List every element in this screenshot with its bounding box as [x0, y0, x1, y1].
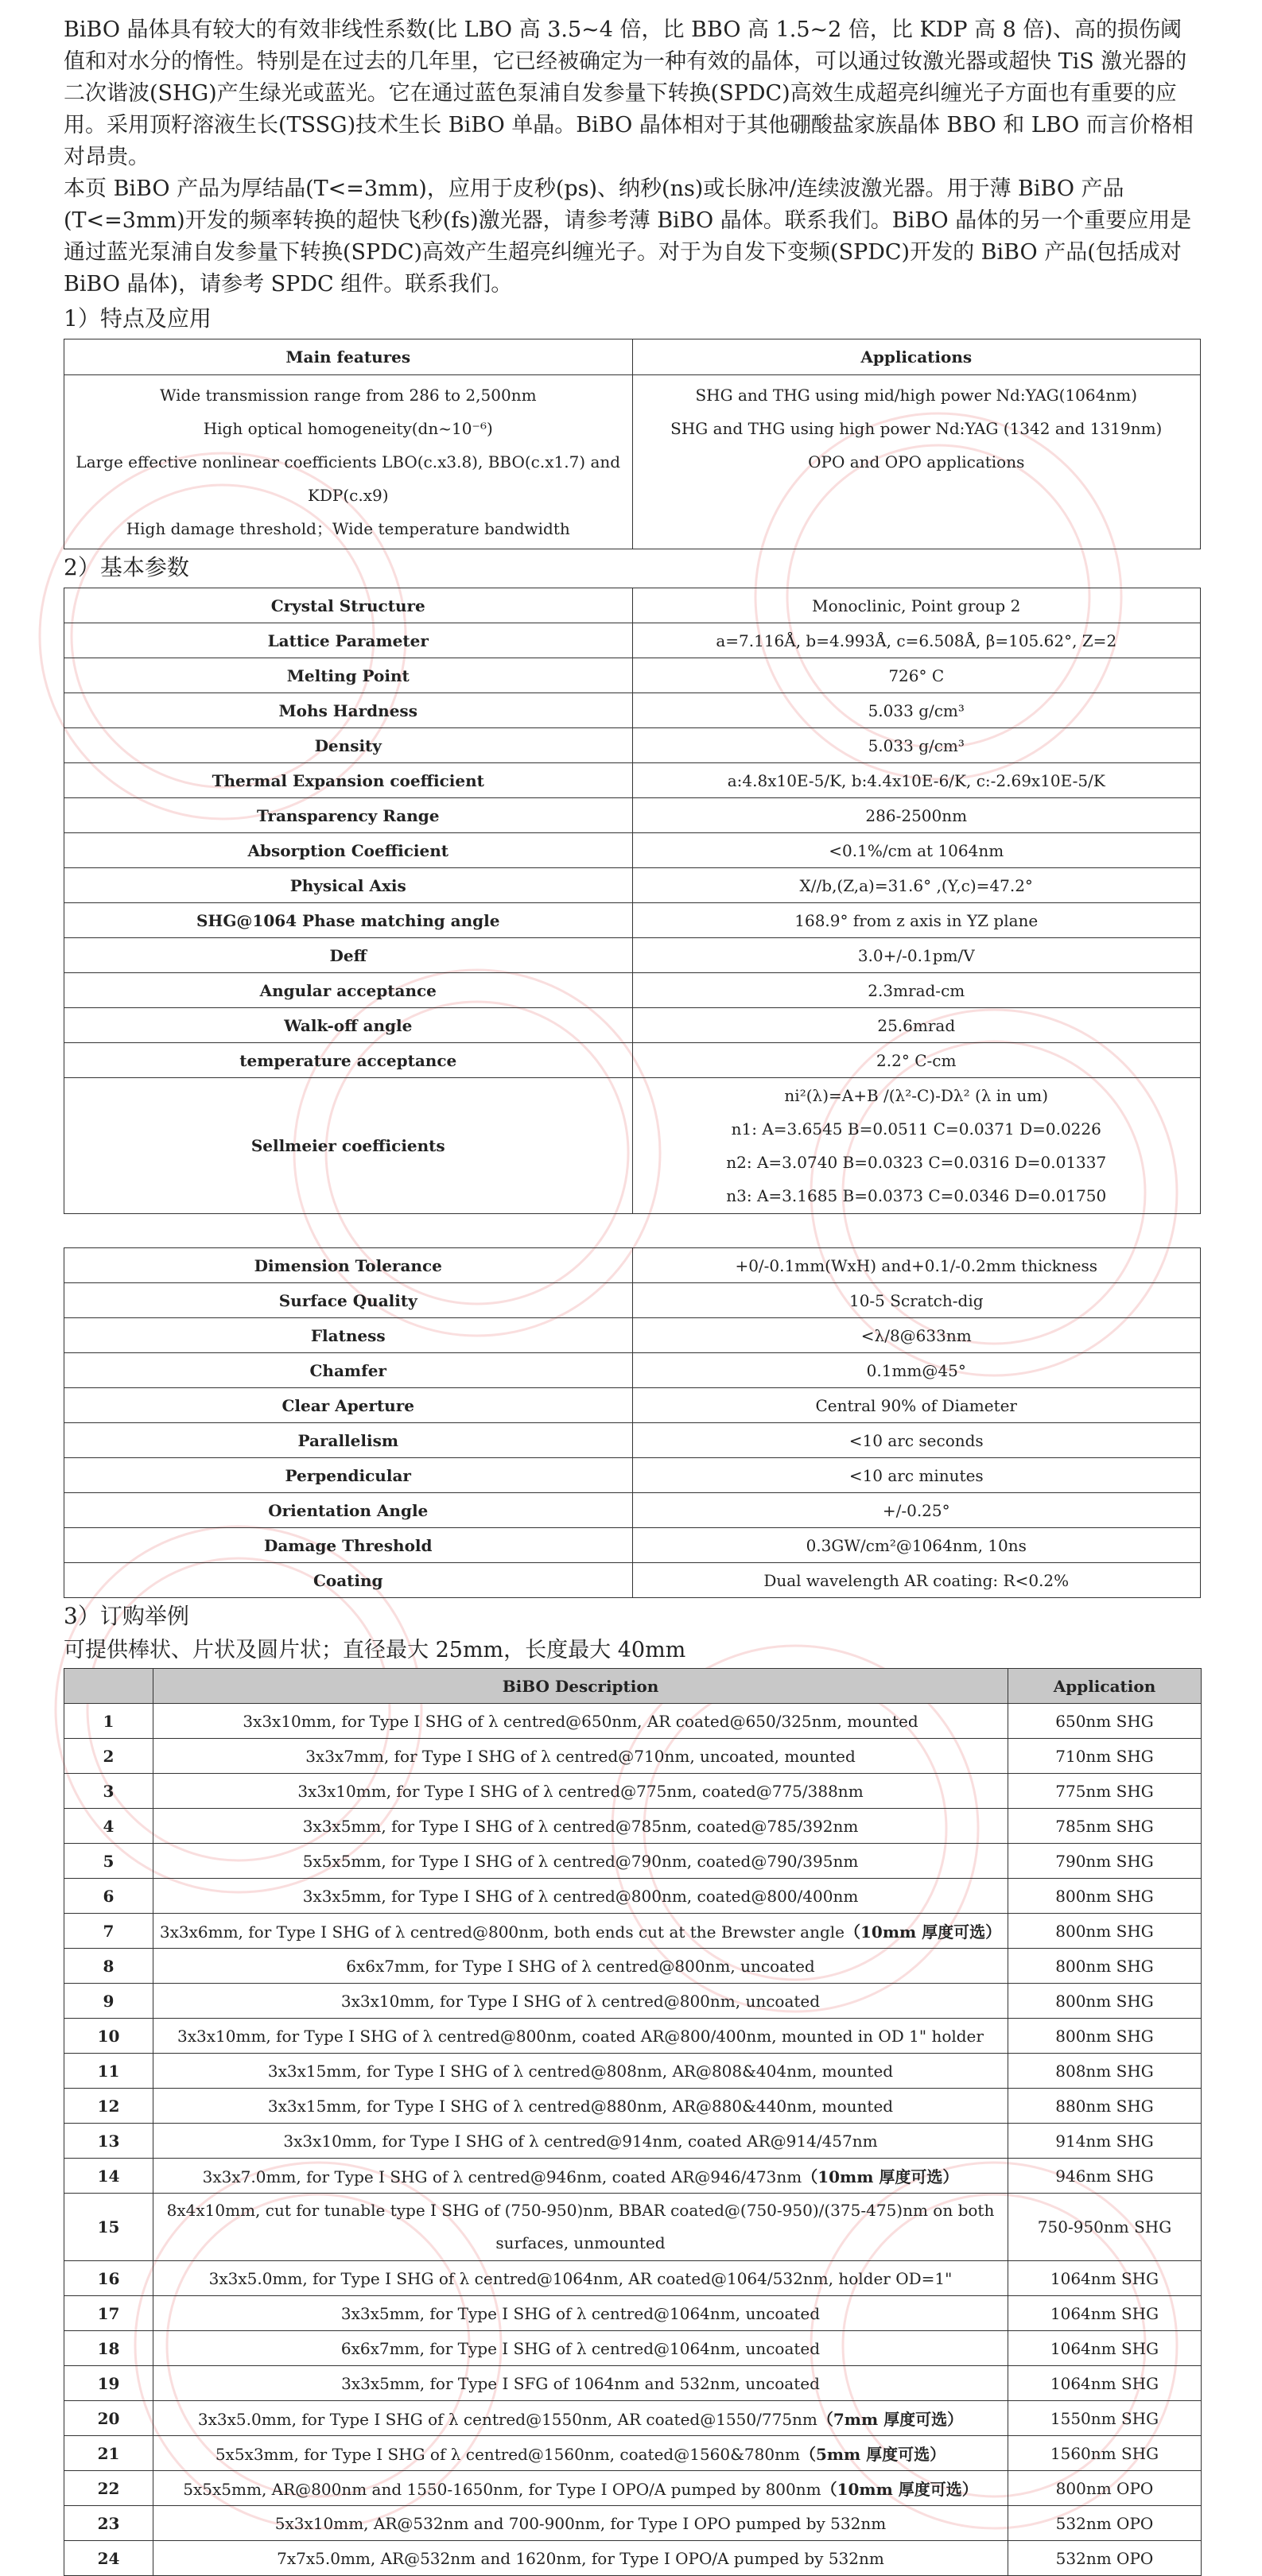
parameter-name: Transparency Range	[64, 798, 633, 833]
spec-value: +0/-0.1mm(WxH) and+0.1/-0.2mm thickness	[632, 1248, 1201, 1283]
spec-value: Dual wavelength AR coating: R<0.2%	[632, 1563, 1201, 1598]
parameter-row	[64, 1078, 1201, 1214]
section-1-heading: 1）特点及应用	[64, 305, 212, 332]
parameter-row	[64, 798, 1201, 833]
order-application: 946nm SHG	[1008, 2159, 1202, 2194]
table-row	[64, 2124, 1202, 2159]
spec-name: Damage Threshold	[64, 1528, 633, 1563]
table-row	[64, 2159, 1202, 2194]
order-application: 800nm SHG	[1008, 1984, 1202, 2019]
order-number: 5	[64, 1844, 153, 1879]
order-number: 17	[64, 2296, 153, 2331]
order-number: 23	[64, 2506, 153, 2541]
order-application: 790nm SHG	[1008, 1844, 1202, 1879]
description-text: 6x6x7mm, for Type I SHG of λ centred@1064nm, uncoated	[340, 2338, 821, 2358]
parameter-row	[64, 658, 1201, 693]
order-description	[153, 2331, 1008, 2366]
order-description	[153, 2471, 1008, 2506]
description-text: 3x3x5.0mm, for Type I SHG of λ centred@1064nm, AR coated@1064/532nm, holder OD=1"	[208, 2268, 953, 2288]
order-description	[153, 2054, 1008, 2089]
order-application: 775nm SHG	[1008, 1774, 1202, 1809]
order-description	[153, 2089, 1008, 2124]
order-application: 1560nm SHG	[1008, 2436, 1202, 2471]
table-row	[64, 2089, 1202, 2124]
order-number: 20	[64, 2401, 153, 2436]
order-application: 650nm SHG	[1008, 1704, 1202, 1739]
parameter-row	[64, 763, 1201, 798]
order-description	[153, 2159, 1008, 2194]
order-number: 16	[64, 2261, 153, 2296]
parameter-value: 726° C	[632, 658, 1201, 693]
order-description	[153, 2261, 1008, 2296]
table-row	[64, 2261, 1202, 2296]
sellmeier-values	[632, 1078, 1201, 1214]
order-number: 12	[64, 2089, 153, 2124]
order-application: 800nm SHG	[1008, 1914, 1202, 1949]
parameter-name: SHG@1064 Phase matching angle	[64, 903, 633, 938]
spec-value: 0.1mm@45°	[632, 1353, 1201, 1388]
order-application: 914nm SHG	[1008, 2124, 1202, 2159]
features-cell	[64, 375, 633, 549]
order-number: 14	[64, 2159, 153, 2194]
table-row	[64, 2366, 1202, 2401]
order-number: 2	[64, 1739, 153, 1774]
spec-row	[64, 1388, 1201, 1423]
parameter-value: 5.033 g/cm³	[632, 728, 1201, 763]
features-table	[64, 339, 1201, 549]
order-description	[153, 1844, 1008, 1879]
spec-value: 0.3GW/cm²@1064nm, 10ns	[632, 1528, 1201, 1563]
parameter-value: 25.6mrad	[632, 1008, 1201, 1043]
thickness-note: （7mm 厚度可选）	[817, 2410, 964, 2429]
sellmeier-line: n1: A=3.6545 B=0.0511 C=0.0371 D=0.0226	[731, 1119, 1101, 1139]
parameter-name: temperature acceptance	[64, 1043, 633, 1078]
applications-header: Applications	[632, 339, 1201, 375]
parameter-value: 3.0+/-0.1pm/V	[632, 938, 1201, 973]
order-table	[64, 1668, 1202, 2576]
description-text: 8x4x10mm, cut for tunable type I SHG of (750-950)nm, BBAR coated@(750-950)/(375-475)nm on both surfaces, unmounted	[166, 2201, 995, 2252]
parameter-name: Crystal Structure	[64, 588, 633, 623]
spec-row	[64, 1283, 1201, 1318]
order-description	[153, 2401, 1008, 2436]
description-text: 3x3x15mm, for Type I SHG of λ centred@880nm, AR@880&440nm, mounted	[267, 2096, 894, 2116]
order-description	[153, 2366, 1008, 2401]
thickness-note: （5mm 厚度可选）	[799, 2445, 946, 2464]
spec-row	[64, 1318, 1201, 1353]
description-text: 3x3x10mm, for Type I SHG of λ centred@800nm, coated AR@800/400nm, mounted in OD 1" holder	[177, 2026, 984, 2046]
application-item: OPO and OPO applications	[808, 452, 1025, 471]
spec-value: Central 90% of Diameter	[632, 1388, 1201, 1423]
feature-item: High optical homogeneity(dn~10⁻⁶)	[203, 419, 493, 438]
parameter-name: Density	[64, 728, 633, 763]
parameter-name: Lattice Parameter	[64, 623, 633, 658]
order-application: 880nm SHG	[1008, 2089, 1202, 2124]
order-application: 532nm OPO	[1008, 2541, 1202, 2576]
description-text: 3x3x5mm, for Type I SFG of 1064nm and 532nm, uncoated	[341, 2373, 820, 2393]
spec-name: Parallelism	[64, 1423, 633, 1458]
order-application: 1064nm SHG	[1008, 2261, 1202, 2296]
order-description	[153, 1704, 1008, 1739]
spec-row	[64, 1493, 1201, 1528]
order-number: 11	[64, 2054, 153, 2089]
order-description	[153, 2019, 1008, 2054]
description-text: 3x3x10mm, for Type I SHG of λ centred@775nm, coated@775/388nm	[297, 1781, 864, 1801]
parameter-name: Thermal Expansion coefficient	[64, 763, 633, 798]
description-text: 3x3x15mm, for Type I SHG of λ centred@808nm, AR@808&404nm, mounted	[267, 2061, 894, 2081]
spec-name: Dimension Tolerance	[64, 1248, 633, 1283]
order-number: 22	[64, 2471, 153, 2506]
spec-name: Orientation Angle	[64, 1493, 633, 1528]
order-number: 7	[64, 1914, 153, 1949]
order-number: 19	[64, 2366, 153, 2401]
description-text: 3x3x5.0mm, for Type I SHG of λ centred@1550nm, AR coated@1550/775nm	[197, 2410, 817, 2429]
spec-row	[64, 1528, 1201, 1563]
table-row	[64, 2436, 1202, 2471]
order-application: 710nm SHG	[1008, 1739, 1202, 1774]
order-application: 532nm OPO	[1008, 2506, 1202, 2541]
parameter-row	[64, 938, 1201, 973]
order-description	[153, 2436, 1008, 2471]
order-description	[153, 1914, 1008, 1949]
order-number: 4	[64, 1809, 153, 1844]
order-description	[153, 1774, 1008, 1809]
order-description	[153, 2296, 1008, 2331]
order-description	[153, 2506, 1008, 2541]
table-row	[64, 2331, 1202, 2366]
parameter-name: Melting Point	[64, 658, 633, 693]
parameter-name: Absorption Coefficient	[64, 833, 633, 868]
parameter-name: Deff	[64, 938, 633, 973]
parameter-row	[64, 868, 1201, 903]
parameter-value: 2.2° C-cm	[632, 1043, 1201, 1078]
application-header: Application	[1008, 1669, 1202, 1704]
order-application: 800nm SHG	[1008, 1949, 1202, 1984]
table-row	[64, 2471, 1202, 2506]
spec-value: <λ/8@633nm	[632, 1318, 1201, 1353]
spec-row	[64, 1423, 1201, 1458]
parameter-value: 286-2500nm	[632, 798, 1201, 833]
order-number: 6	[64, 1879, 153, 1914]
order-application: 808nm SHG	[1008, 2054, 1202, 2089]
feature-item: Large effective nonlinear coefficients LBO(c.x3.8), BBO(c.x1.7) and KDP(c.x9)	[76, 452, 621, 505]
spec-name: Surface Quality	[64, 1283, 633, 1318]
table-row	[64, 2194, 1202, 2261]
thickness-note: （10mm 厚度可选）	[802, 2167, 959, 2186]
sellmeier-line: n2: A=3.0740 B=0.0323 C=0.0316 D=0.01337	[726, 1153, 1107, 1172]
parameter-row	[64, 833, 1201, 868]
spec-name: Chamfer	[64, 1353, 633, 1388]
order-description	[153, 2124, 1008, 2159]
parameter-value: <0.1%/cm at 1064nm	[632, 833, 1201, 868]
order-application: 1550nm SHG	[1008, 2401, 1202, 2436]
document-page	[64, 14, 1201, 2576]
order-application: 1064nm SHG	[1008, 2331, 1202, 2366]
order-application: 800nm SHG	[1008, 1879, 1202, 1914]
parameter-row	[64, 1043, 1201, 1078]
parameter-row	[64, 588, 1201, 623]
order-application: 1064nm SHG	[1008, 2296, 1202, 2331]
table-row	[64, 1844, 1202, 1879]
parameter-row	[64, 693, 1201, 728]
order-application: 785nm SHG	[1008, 1809, 1202, 1844]
order-number: 10	[64, 2019, 153, 2054]
parameter-value: X//b,(Z,a)=31.6° ,(Y,c)=47.2°	[632, 868, 1201, 903]
table-row	[64, 2054, 1202, 2089]
parameter-row	[64, 1008, 1201, 1043]
description-text: 3x3x5mm, for Type I SHG of λ centred@1064nm, uncoated	[340, 2303, 821, 2323]
order-number: 3	[64, 1774, 153, 1809]
applications-cell	[632, 375, 1201, 549]
description-header: BiBO Description	[153, 1669, 1008, 1704]
spec-row	[64, 1563, 1201, 1598]
description-text: 3x3x5mm, for Type I SHG of λ centred@785nm, coated@785/392nm	[302, 1816, 859, 1836]
description-text: 6x6x7mm, for Type I SHG of λ centred@800nm, uncoated	[346, 1956, 815, 1976]
parameter-value: a=7.116Å, b=4.993Å, c=6.508Å, β=105.62°, Z=2	[632, 623, 1201, 658]
intro-paragraph-2: 本页 BiBO 产品为厚结晶(T<=3mm)，应用于皮秒(ps)、纳秒(ns)或长脉冲/连续波激光器。用于薄 BiBO 产品(T<=3mm)开发的频率转换的超快飞秒(fs)激光器，请参考薄 BiBO 晶体。联系我们。BiBO 晶体的另一个重要应用是通过蓝光泵浦自发参量下转换(SPDC)高效产生超亮纠缠光子。对于为自发下变频(SPDC)开发的 BiBO 产品(包括成对 BiBO 晶体)，请参考 SPDC 组件。联系我们。	[64, 177, 1192, 297]
specifications-table	[64, 1247, 1201, 1598]
spec-name: Coating	[64, 1563, 633, 1598]
description-text: 5x3x10mm, AR@532nm and 700-900nm, for Type I OPO pumped by 532nm	[274, 2513, 887, 2533]
spec-row	[64, 1353, 1201, 1388]
feature-item: High damage threshold；Wide temperature bandwidth	[126, 519, 570, 538]
parameter-name: Mohs Hardness	[64, 693, 633, 728]
order-application: 1064nm SHG	[1008, 2366, 1202, 2401]
spec-row	[64, 1458, 1201, 1493]
parameter-value: 2.3mrad-cm	[632, 973, 1201, 1008]
order-number: 21	[64, 2436, 153, 2471]
table-row	[64, 1774, 1202, 1809]
table-row	[64, 2541, 1202, 2576]
parameter-row	[64, 903, 1201, 938]
table-row	[64, 1704, 1202, 1739]
parameter-name: Angular acceptance	[64, 973, 633, 1008]
application-item: SHG and THG using high power Nd:YAG (1342 and 1319nm)	[670, 419, 1163, 438]
order-number: 9	[64, 1984, 153, 2019]
order-number: 13	[64, 2124, 153, 2159]
order-description	[153, 1949, 1008, 1984]
sellmeier-line: ni²(λ)=A+B /(λ²-C)-Dλ² (λ in um)	[784, 1086, 1049, 1105]
table-row	[64, 1809, 1202, 1844]
order-number: 18	[64, 2331, 153, 2366]
order-description	[153, 1879, 1008, 1914]
description-text: 3x3x10mm, for Type I SHG of λ centred@914nm, coated AR@914/457nm	[283, 2131, 878, 2151]
description-text: 5x5x5mm, for Type I SHG of λ centred@790nm, coated@790/395nm	[302, 1851, 859, 1871]
description-text: 3x3x10mm, for Type I SHG of λ centred@650nm, AR coated@650/325nm, mounted	[243, 1711, 918, 1731]
sellmeier-line: n3: A=3.1685 B=0.0373 C=0.0346 D=0.01750	[726, 1186, 1107, 1205]
table-row	[64, 2019, 1202, 2054]
thickness-note: （10mm 厚度可选）	[821, 2480, 978, 2499]
parameter-name: Physical Axis	[64, 868, 633, 903]
table-row	[64, 1739, 1202, 1774]
spec-name: Perpendicular	[64, 1458, 633, 1493]
thickness-note: （10mm 厚度可选）	[844, 1922, 1002, 1942]
table-row	[64, 2506, 1202, 2541]
parameter-row	[64, 623, 1201, 658]
description-text: 5x5x5mm, AR@800nm and 1550-1650nm, for Type I OPO/A pumped by 800nm	[183, 2480, 821, 2499]
description-text: 3x3x5mm, for Type I SHG of λ centred@800nm, coated@800/400nm	[302, 1886, 859, 1906]
order-description	[153, 1739, 1008, 1774]
order-description	[153, 2541, 1008, 2576]
intro-text	[64, 14, 1201, 301]
table-row	[64, 1949, 1202, 1984]
features-header: Main features	[64, 339, 633, 375]
spec-name: Flatness	[64, 1318, 633, 1353]
order-number: 8	[64, 1949, 153, 1984]
description-text: 5x5x3mm, for Type I SHG of λ centred@1560nm, coated@1560&780nm	[215, 2445, 800, 2464]
parameter-row	[64, 973, 1201, 1008]
order-application: 800nm SHG	[1008, 2019, 1202, 2054]
parameter-name: Walk-off angle	[64, 1008, 633, 1043]
order-note: 可提供棒状、片状及圆片状；直径最大 25mm，长度最大 40mm	[64, 1638, 686, 1662]
order-description	[153, 1984, 1008, 2019]
spec-name: Clear Aperture	[64, 1388, 633, 1423]
table-row	[64, 2401, 1202, 2436]
parameter-name: Sellmeier coefficients	[64, 1078, 633, 1214]
parameter-value: 5.033 g/cm³	[632, 693, 1201, 728]
order-number: 1	[64, 1704, 153, 1739]
order-number: 24	[64, 2541, 153, 2576]
order-description	[153, 2194, 1008, 2261]
table-row	[64, 1984, 1202, 2019]
table-row	[64, 2296, 1202, 2331]
order-number: 15	[64, 2194, 153, 2261]
feature-item: Wide transmission range from 286 to 2,500nm	[159, 386, 537, 405]
spec-value: +/-0.25°	[632, 1493, 1201, 1528]
intro-paragraph-1: BiBO 晶体具有较大的有效非线性系数(比 LBO 高 3.5~4 倍，比 BBO 高 1.5~2 倍，比 KDP 高 8 倍)、高的损伤阈值和对水分的惰性。特别是在过去的几年里，它已经被确定为一种有效的晶体，可以通过钕激光器或超快 TiS 激光器的二次谐波(SHG)产生绿光或蓝光。它在通过蓝色泵浦自发参量下转换(SPDC)高效生成超亮纠缠光子方面也有重要的应用。采用顶籽溶液生长(TSSG)技术生长 BiBO 单晶。BiBO 晶体相对于其他硼酸盐家族晶体 BBO 和 LBO 而言价格相对昂贵。	[64, 17, 1194, 169]
parameter-value: Monoclinic, Point group 2	[632, 588, 1201, 623]
spec-row	[64, 1248, 1201, 1283]
parameter-value: 168.9° from z axis in YZ plane	[632, 903, 1201, 938]
parameter-value: a:4.8x10E-5/K, b:4.4x10E-6/K, c:-2.69x10E-5/K	[632, 763, 1201, 798]
order-application: 800nm OPO	[1008, 2471, 1202, 2506]
order-number-header	[64, 1669, 153, 1704]
description-text: 3x3x10mm, for Type I SHG of λ centred@800nm, uncoated	[340, 1991, 821, 2011]
description-text: 3x3x7.0mm, for Type I SHG of λ centred@946nm, coated AR@946/473nm	[202, 2167, 802, 2186]
description-text: 3x3x6mm, for Type I SHG of λ centred@800nm, both ends cut at the Brewster angle	[159, 1922, 845, 1942]
spec-value: <10 arc minutes	[632, 1458, 1201, 1493]
application-item: SHG and THG using mid/high power Nd:YAG(1064nm)	[695, 386, 1138, 405]
table-row	[64, 1914, 1202, 1949]
spec-value: 10-5 Scratch-dig	[632, 1283, 1201, 1318]
order-description	[153, 1809, 1008, 1844]
description-text: 3x3x7mm, for Type I SHG of λ centred@710nm, uncoated, mounted	[305, 1746, 856, 1766]
section-3-heading: 3）订购举例	[64, 1603, 189, 1629]
parameter-row	[64, 728, 1201, 763]
spec-value: <10 arc seconds	[632, 1423, 1201, 1458]
section-2-heading: 2）基本参数	[64, 554, 189, 580]
table-row	[64, 1879, 1202, 1914]
parameters-table	[64, 588, 1201, 1214]
order-application: 750-950nm SHG	[1008, 2194, 1202, 2261]
description-text: 7x7x5.0mm, AR@532nm and 1620nm, for Type I OPO/A pumped by 532nm	[277, 2548, 884, 2568]
